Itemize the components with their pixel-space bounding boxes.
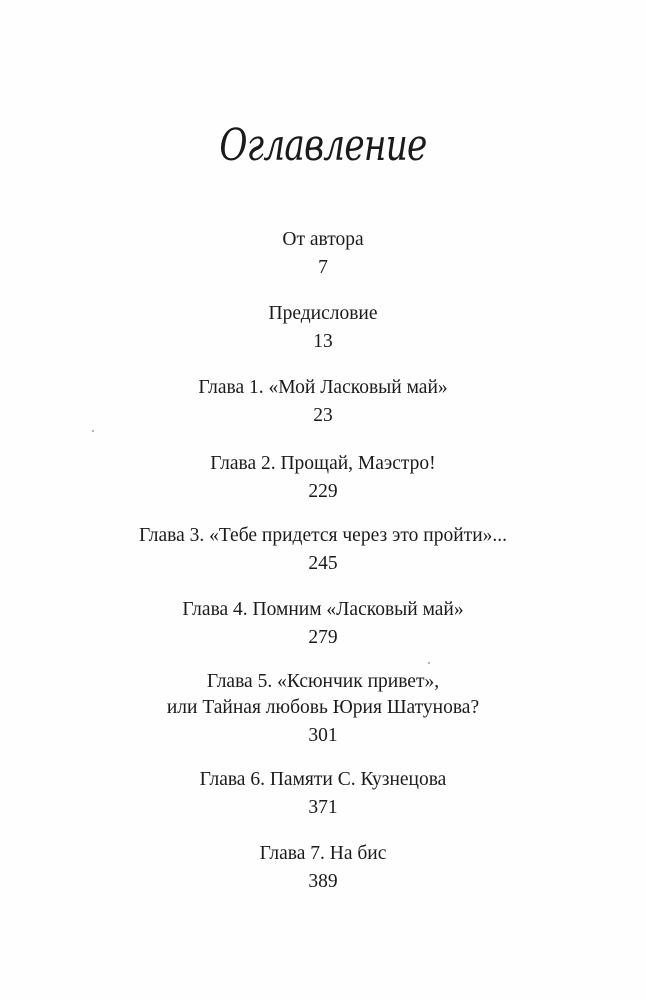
toc-entry [0, 376, 646, 428]
toc-entry [0, 670, 646, 748]
toc-entry [0, 524, 646, 576]
toc-entry-title: Глава 3. «Тебе придется через это пройти»... [138, 525, 508, 546]
toc-entry [0, 598, 646, 650]
toc-entry [0, 768, 646, 820]
toc-entry-page: 245 [308, 553, 338, 574]
toc-entry-page: 389 [308, 871, 338, 892]
toc-entry [0, 228, 646, 280]
toc-entry-page: 301 [308, 725, 338, 746]
toc-entry-page: 371 [308, 797, 338, 818]
toc-entry-page: 279 [308, 627, 338, 648]
toc-entry-title: Глава 6. Памяти С. Кузнецова [199, 769, 447, 790]
toc-entry [0, 842, 646, 894]
toc-entry-title: Глава 2. Прощай, Маэстро! [210, 453, 436, 474]
toc-entry [0, 302, 646, 354]
toc-entry-title: Глава 1. «Мой Ласковый май» [198, 377, 448, 398]
toc-entry-title: Глава 4. Помним «Ласковый май» [182, 599, 464, 620]
toc-entry [0, 452, 646, 504]
toc-entry-title: Глава 7. На бис [259, 843, 387, 864]
page-title: Оглавление [219, 120, 427, 171]
toc-entry-page: 13 [313, 331, 333, 352]
toc-entry-page: 229 [308, 481, 338, 502]
toc-entry-title: От автора [282, 229, 364, 250]
toc-entry-title: Предисловие [268, 303, 378, 324]
toc-entry-page: 7 [318, 257, 328, 278]
toc-entry-title: Глава 5. «Ксюнчик привет», [206, 671, 440, 692]
paper-speck [92, 430, 94, 432]
toc-entry-title-line2: или Тайная любовь Юрия Шатунова? [166, 697, 480, 718]
toc-entry-page: 23 [313, 405, 333, 426]
paper-speck [428, 662, 430, 664]
